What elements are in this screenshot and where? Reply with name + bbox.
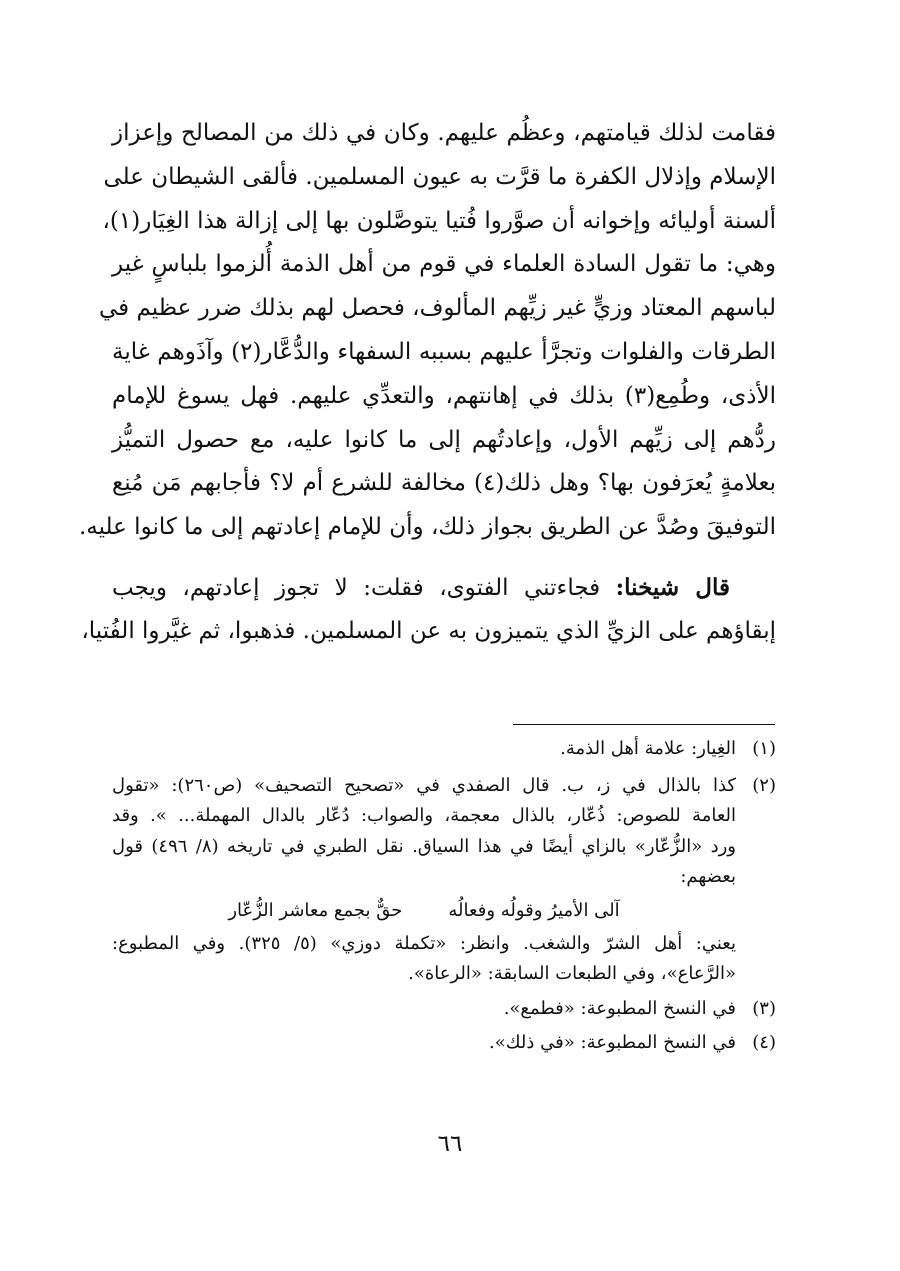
verse-second-hemistich: حقٌّ بجمع معاشر الزُّعّار — [228, 899, 403, 921]
footnote-line: العامة للصوص: ذُعّار، بالذال معجمة، والصواب: دُعّار بالدال المهملة... ». وقد — [112, 805, 736, 826]
footnote-line: ورد «الزُّعّار» بالزاي أيضًا في هذا السياق. نقل الطبري في تاريخه (٨/ ٤٩٦) قول — [112, 835, 736, 857]
text-line: إبقاؤهم على الزيِّ الذي يتميزون به عن المسلمين. فذهبوا، ثم غيَّروا الفُتيا، — [81, 617, 776, 644]
text-line: الإسلام وإذلال الكفرة ما قرَّت به عيون المسلمين. فألقى الشيطان على — [103, 163, 776, 190]
footnote-separator — [513, 724, 775, 725]
footnote-number: (٢) — [752, 774, 776, 796]
footnote-3 — [112, 994, 776, 1025]
page-number: ٦٦ — [437, 1131, 463, 1157]
footnote-line: «الرَّعاع»، وفي الطبعات السابقة: «الرعاة». — [408, 963, 736, 984]
footnote-line: بعضهم: — [680, 866, 736, 887]
footnotes — [112, 734, 776, 1059]
footnote-number: (٣) — [752, 997, 776, 1019]
paragraph-1 — [78, 112, 776, 550]
poetry-verse — [112, 893, 736, 929]
text-line: وهي: ما تقول السادة العلماء في قوم من أهل الذمة أُلزموا بلباسٍ غير — [112, 251, 776, 278]
lead-in-bold: قال شيخنا: — [615, 573, 731, 601]
footnote-1 — [112, 734, 776, 765]
footnote-line: يعني: أهل الشرّ والشغب. وانظر: «تكملة دوزي» (٥/ ٣٢٥). وفي المطبوع: — [112, 932, 736, 954]
footnote-number: (١) — [752, 738, 776, 759]
footnote-line: في النسخ المطبوعة: «فطمع». — [503, 997, 736, 1019]
text-line: الأذى، وطُمِع(٣) بذلك في إهانتهم، والتعدِّي عليهم. فهل يسوغ للإمام — [112, 382, 776, 409]
text-line: بعلامةٍ يُعرَفون بها؟ وهل ذلك(٤) مخالفة للشرع أم لا؟ فأجابهم مَن مُنِع — [112, 470, 776, 497]
text-span: فجاءتني الفتوى، فقلت: لا تجوز إعادتهم، ويجب — [112, 574, 601, 601]
text-line: لباسهم المعتاد وزيٍّ غير زيِّهم المألوف، فحصل لهم بذلك ضرر عظيم في — [98, 295, 776, 322]
text-line: ألسنة أوليائه وإخوانه أن صوَّروا فُتيا يتوصَّلون بها إلى إزالة هذا الغِيَار(١)، — [102, 207, 776, 234]
paragraph-2 — [81, 566, 776, 654]
footnote-number: (٤) — [752, 1032, 776, 1053]
main-text — [78, 112, 776, 654]
text-line: ردُّهم إلى زيِّهم الأول، وإعادتُهم إلى ما كانوا عليه، مع حصول التميُّز — [112, 426, 776, 453]
footnote-line: الغِيار: علامة أهل الذمة. — [560, 738, 736, 759]
footnote-2 — [112, 771, 776, 990]
text-line — [112, 566, 776, 610]
text-line: التوفيقَ وصُدَّ عن الطريق بجواز ذلك، وأن للإمام إعادتهم إلى ما كانوا عليه. — [78, 514, 776, 541]
text-line: فقامت لذلك قيامتهم، وعظُم عليهم. وكان في ذلك من المصالح وإعزاز — [112, 120, 776, 146]
text-line: الطرقات والفلوات وتجرَّأ عليهم بسببه السفهاء والدُّعَّار(٢) وآذَوهم غاية — [112, 338, 776, 365]
footnote-line: في النسخ المطبوعة: «في ذلك». — [489, 1032, 736, 1053]
verse-first-hemistich: آلى الأميرُ وقولُه وفعالُه — [448, 899, 620, 921]
footnote-line: كذا بالذال في ز، ب. قال الصفدي في «تصحيح التصحيف» (ص٢٦٠): «تقول — [112, 774, 736, 796]
footnote-4 — [112, 1028, 776, 1059]
